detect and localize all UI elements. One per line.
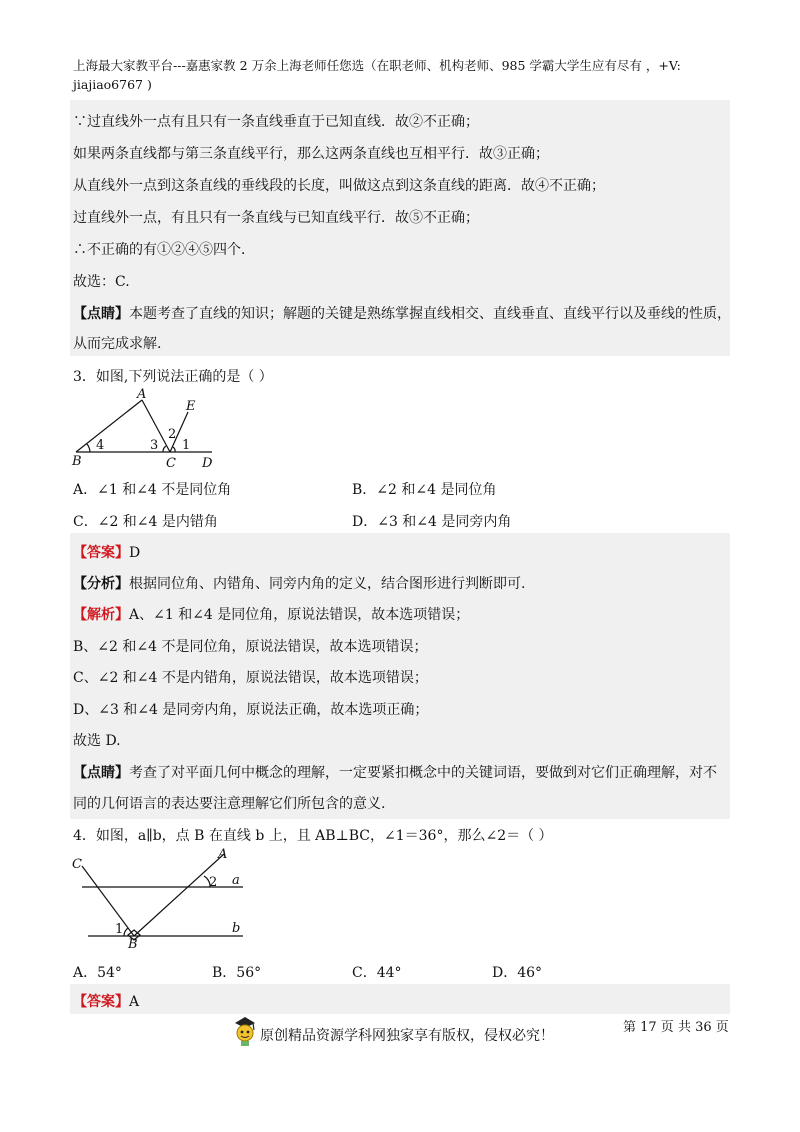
q3-answer bbox=[73, 542, 140, 562]
q3-answer-value: D bbox=[129, 545, 141, 561]
page-header bbox=[73, 56, 733, 94]
q3-option-b: B．∠2 和∠4 是同位角 bbox=[352, 482, 497, 498]
prev-comment-tag: 【点睛】 bbox=[73, 306, 129, 322]
header-line-2: jiajiao6767 ) bbox=[73, 77, 152, 92]
q3-figure bbox=[70, 388, 230, 470]
q3-stem: 3．如图,下列说法正确的是（ ） bbox=[73, 369, 273, 385]
q4-label-b-point: B bbox=[128, 937, 138, 948]
q3-label-d: D bbox=[202, 456, 213, 470]
q4-label-a: A bbox=[218, 847, 228, 862]
q3-solution-tag: 【解析】 bbox=[73, 607, 129, 623]
page-number: 第 17 页 共 36 页 bbox=[623, 1020, 729, 1035]
q3-label-a: A bbox=[137, 388, 147, 402]
q3-solution-line-3: C、∠2 和∠4 不是内错角，原说法错误，故本选项错误； bbox=[73, 670, 428, 686]
q4-option-d: D．46° bbox=[492, 965, 543, 981]
q3-label-e: E bbox=[186, 399, 196, 414]
q3-arc-4 bbox=[87, 444, 90, 452]
q3-solution-line-5: 故选 D. bbox=[73, 733, 121, 749]
q3-option-d: D．∠3 和∠4 是同旁内角 bbox=[352, 514, 512, 530]
q3-angle-3: 3 bbox=[150, 438, 159, 453]
q4-label-line-b: b bbox=[232, 921, 241, 936]
prev-line-1: ∵过直线外一点有且只有一条直线垂直于已知直线．故②不正确； bbox=[73, 114, 479, 130]
q4-option-a: A．54° bbox=[73, 965, 122, 981]
q4-option-b: B．56° bbox=[212, 965, 262, 981]
q4-label-line-a: a bbox=[232, 873, 240, 888]
prev-comment-text-1: 本题考查了直线的知识；解题的关键是熟练掌握直线相交、直线垂直、直线平行以及垂线的性质， bbox=[129, 306, 731, 322]
q3-analysis-text: 根据同位角、内错角、同旁内角的定义，结合图形进行判断即可. bbox=[129, 576, 526, 592]
q4-answer-block bbox=[70, 984, 730, 1014]
q4-ray-bc bbox=[82, 866, 134, 936]
q4-answer-value: A bbox=[129, 994, 140, 1010]
q3-comment-text-2: 同的几何语言的表达要注意理解它们所包含的意义. bbox=[73, 796, 386, 812]
q3-arc-1 bbox=[173, 447, 175, 452]
q3-angle-1: 1 bbox=[182, 438, 191, 453]
q3-solution-line-1: A、∠1 和∠4 是同位角，原说法错误，故本选项错误； bbox=[129, 607, 470, 623]
q4-ray-ba bbox=[134, 854, 224, 936]
q4-angle-1: 1 bbox=[115, 922, 124, 937]
q3-analysis bbox=[73, 573, 525, 593]
q4-figure bbox=[68, 846, 258, 948]
q3-comment bbox=[73, 762, 717, 782]
q4-label-c: C bbox=[72, 857, 82, 872]
q4-angle-2: 2 bbox=[209, 875, 218, 890]
prev-line-6: 故选：C. bbox=[73, 274, 130, 290]
q3-label-b: B bbox=[72, 454, 82, 469]
q3-comment-tag: 【点睛】 bbox=[73, 765, 129, 781]
prev-line-4: 过直线外一点，有且只有一条直线与已知直线平行．故⑤不正确； bbox=[73, 210, 479, 226]
q3-solution-line-4: D、∠3 和∠4 是同旁内角，原说法正确，故本选项正确； bbox=[73, 702, 429, 718]
q4-answer-tag: 【答案】 bbox=[73, 994, 129, 1010]
q3-comment-text-1: 考查了对平面几何中概念的理解，一定要紧扣概念中的关键词语，要做到对它们正确理解，对不 bbox=[129, 765, 717, 781]
q3-label-c: C bbox=[166, 456, 176, 470]
q3-angle-2: 2 bbox=[168, 427, 177, 442]
prev-comment-text-2: 从而完成求解. bbox=[73, 336, 162, 352]
header-line-1: 上海最大家教平台---嘉惠家教 2 万余上海老师任您选（在职老师、机构老师、985 学霸大学生应有尽有 ，+V: bbox=[73, 58, 681, 73]
q3-option-a: A．∠1 和∠4 不是同位角 bbox=[73, 482, 232, 498]
prev-line-2: 如果两条直线都与第三条直线平行，那么这两条直线也互相平行．故③正确； bbox=[73, 146, 549, 162]
q3-solution-line-2: B、∠2 和∠4 不是同位角，原说法错误，故本选项错误； bbox=[73, 639, 428, 655]
q3-solution bbox=[73, 604, 469, 624]
q3-answer-tag: 【答案】 bbox=[73, 545, 129, 561]
q3-option-c: C．∠2 和∠4 是内错角 bbox=[73, 514, 218, 530]
q3-angle-4: 4 bbox=[96, 438, 105, 453]
q3-arc-3 bbox=[163, 446, 166, 452]
q3-analysis-tag: 【分析】 bbox=[73, 576, 129, 592]
prev-line-3: 从直线外一点到这条直线的垂线段的长度，叫做这点到这条直线的距离．故④不正确； bbox=[73, 178, 605, 194]
prev-line-5: ∴不正确的有①②④⑤四个． bbox=[73, 242, 255, 258]
q4-option-c: C．44° bbox=[352, 965, 402, 981]
mascot-logo-icon bbox=[232, 1014, 258, 1048]
q4-answer bbox=[73, 991, 139, 1011]
prev-comment bbox=[73, 303, 731, 323]
q4-stem: 4．如图，a∥b，点 B 在直线 b 上，且 AB⊥BC，∠1＝36°，那么∠2＝（ ） bbox=[73, 828, 553, 844]
q3-segment-ba bbox=[76, 400, 142, 452]
copyright-notice: 原创精品资源学科网独家享有版权，侵权必究！ bbox=[260, 1028, 554, 1044]
